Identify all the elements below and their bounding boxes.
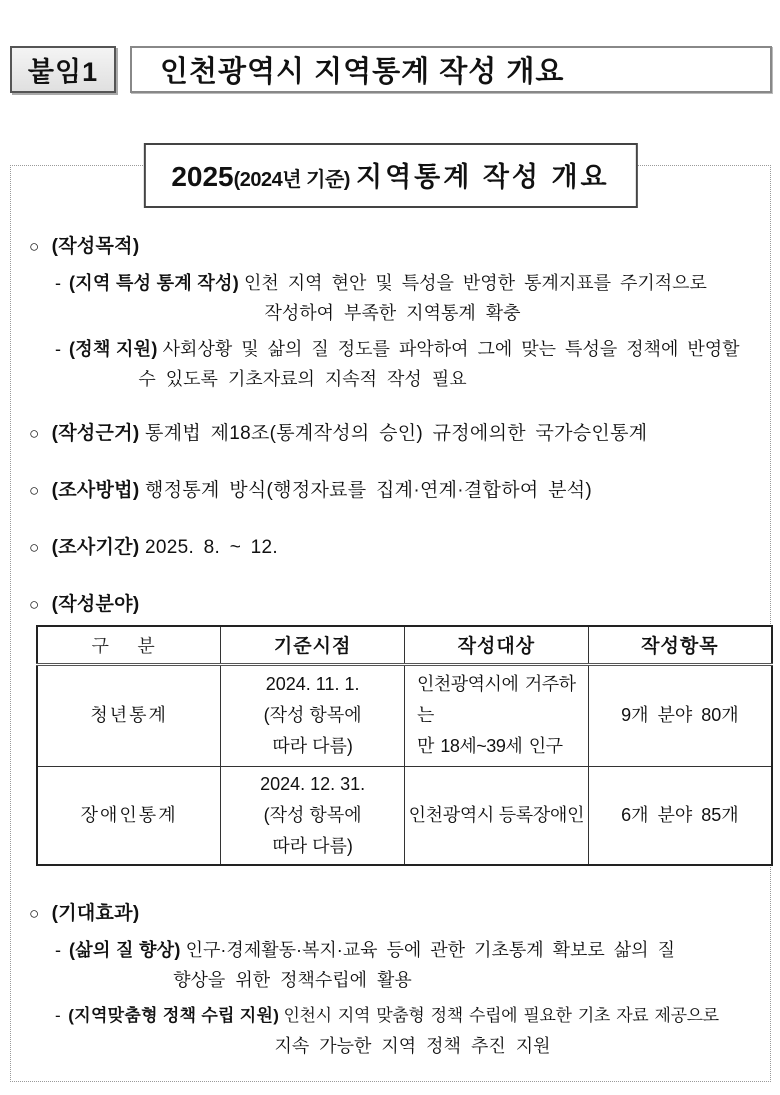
col-header-reference-date: 기준시점 (221, 626, 405, 664)
panel-title-main: 지역통계 작성 개요 (355, 162, 610, 192)
panel-title-basis: (2024년 기준) (233, 169, 350, 191)
section-effects-label: (기대효과) (51, 903, 140, 924)
purpose-item-label: (정책 지원) (69, 339, 158, 359)
section-basis-text: 통계법 제18조(통계작성의 승인) 규정에의한 국가승인통계 (145, 423, 648, 444)
section-basis-label: (작성근거) (51, 423, 140, 444)
attachment-badge: 붙임1 (10, 46, 116, 93)
section-basis (29, 419, 756, 449)
panel-title-year: 2025 (171, 161, 234, 192)
purpose-item-label: (지역 특성 통계 작성) (69, 273, 239, 293)
ref-line: 따라 다름) (272, 835, 353, 856)
purpose-item-text: 사회상황 및 삶의 질 정도를 파악하여 그에 맞는 특성을 정책에 반영할 (162, 339, 740, 359)
section-period-label: (조사기간) (51, 537, 140, 558)
purpose-item (55, 334, 756, 364)
circle-bullet: ○ (29, 595, 40, 614)
ref-line: (작성 항목에 (263, 705, 362, 725)
ref-line: 2024. 12. 31. (260, 773, 366, 794)
effects-item-label: (삶의 질 향상) (69, 940, 181, 960)
col-header-items: 작성항목 (588, 626, 772, 664)
cell-stat-name: 청년통계 (37, 664, 221, 766)
section-period (29, 533, 756, 563)
purpose-item (55, 268, 756, 298)
section-effects-heading (29, 899, 756, 929)
document-title: 인천광역시 지역통계 작성 개요 (130, 46, 772, 93)
section-period-text: 2025. 8. ~ 12. (145, 537, 278, 558)
cell-reference-date (221, 664, 405, 766)
effects-item-continuation: 지속 가능한 지역 정책 추진 지원 (274, 1036, 551, 1056)
section-fields-label: (작성분야) (51, 594, 140, 615)
section-method-text: 행정통계 방식(행정자료를 집계·연계·결합하여 분석) (145, 480, 593, 501)
circle-bullet: ○ (29, 237, 40, 256)
ref-line: 2024. 11. 1. (265, 674, 360, 694)
purpose-item-continuation: 작성하여 부족한 지역통계 확충 (264, 303, 521, 323)
dash-bullet: - (55, 339, 61, 359)
cell-reference-date (221, 766, 405, 865)
ref-line: (작성 항목에 (263, 804, 362, 825)
section-fields-heading (29, 590, 756, 620)
target-line: 만 18세~39세 인구 (417, 736, 563, 756)
cell-items: 9개 분야 80개 (588, 664, 772, 766)
section-purpose-label: (작성목적) (51, 236, 140, 257)
section-purpose-heading (29, 232, 756, 262)
statistics-table (36, 625, 773, 866)
ref-line: 따라 다름) (272, 736, 353, 756)
dash-bullet: - (55, 940, 61, 960)
overview-panel (10, 161, 771, 1082)
section-method (29, 476, 756, 506)
circle-bullet: ○ (29, 538, 40, 557)
cell-stat-name: 장애인통계 (37, 766, 221, 865)
circle-bullet: ○ (29, 424, 40, 443)
target-line: 인천광역시에 거주하는 (417, 674, 576, 725)
circle-bullet: ○ (29, 904, 40, 923)
col-header-target: 작성대상 (405, 626, 589, 664)
effects-item-text: 인구·경제활동·복지·교육 등에 관한 기초통계 확보로 삶의 질 (185, 940, 675, 960)
cell-target (405, 664, 589, 766)
effects-item (55, 935, 756, 965)
table-header-row (37, 626, 772, 664)
effects-item-text: 인천시 지역 맞춤형 정책 수립에 필요한 기초 자료 제공으로 (283, 1006, 719, 1025)
panel-content (11, 166, 770, 1061)
panel-title-box (143, 143, 637, 208)
effects-item-label: (지역맞춤형 정책 수립 지원) (68, 1006, 280, 1025)
dash-bullet: - (55, 1006, 61, 1025)
section-method-label: (조사방법) (51, 480, 140, 501)
table-row (37, 766, 772, 865)
effects-item (55, 1001, 756, 1031)
effects-item-continuation: 향상을 위한 정책수립에 활용 (173, 970, 412, 990)
purpose-item-text: 인천 지역 현안 및 특성을 반영한 통계지표를 주기적으로 (244, 273, 707, 293)
cell-items: 6개 분야 85개 (588, 766, 772, 865)
col-header-category: 구 분 (37, 626, 221, 664)
circle-bullet: ○ (29, 481, 40, 500)
purpose-item-continuation: 수 있도록 기초자료의 지속적 작성 필요 (138, 369, 467, 389)
table-row (37, 664, 772, 766)
cell-target: 인천광역시 등록장애인 (405, 766, 589, 865)
dash-bullet: - (55, 273, 61, 293)
